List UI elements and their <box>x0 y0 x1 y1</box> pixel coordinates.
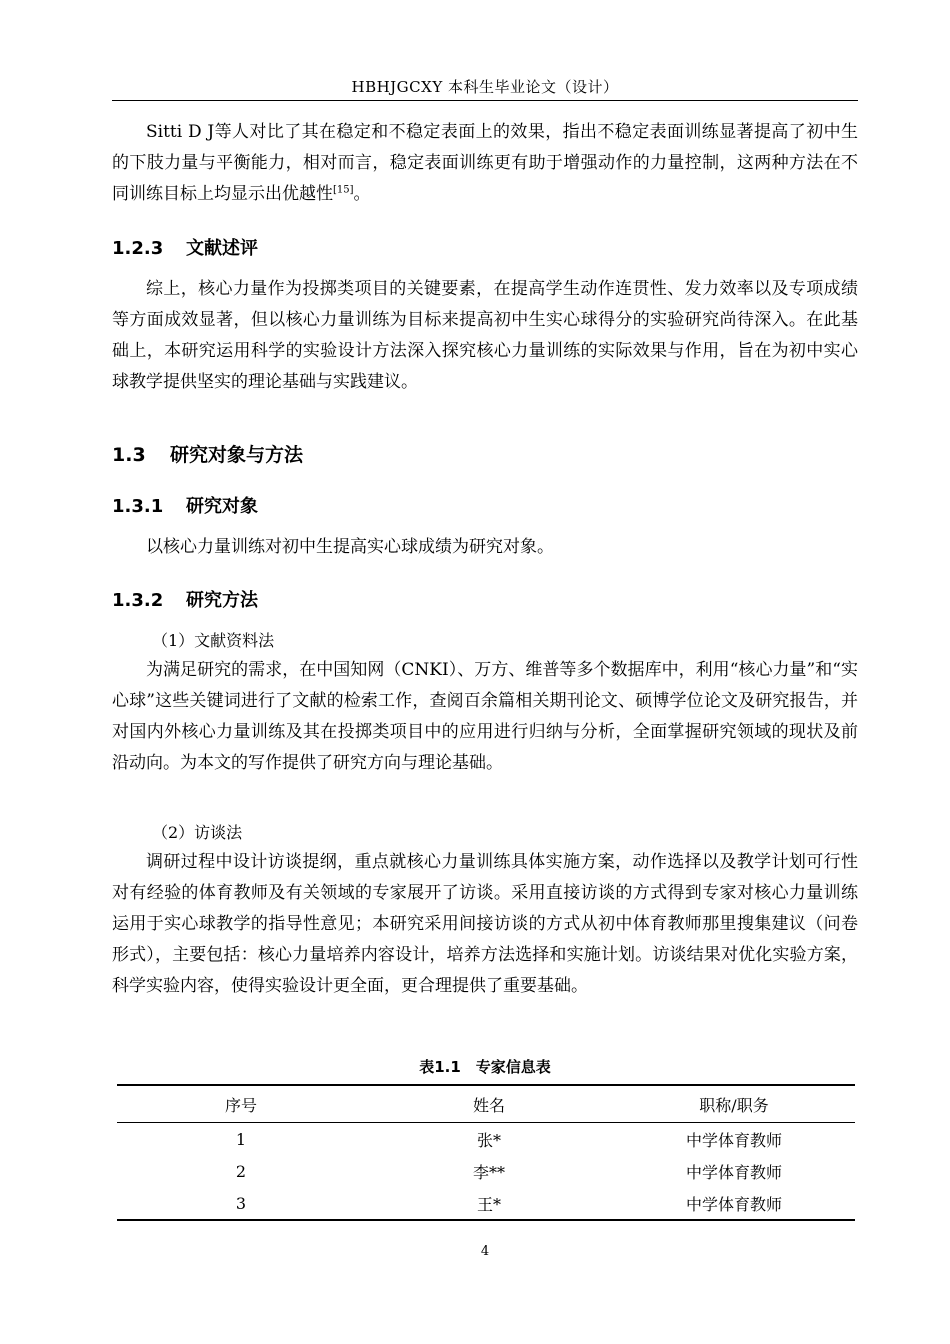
heading-1-3 <box>112 440 303 467</box>
page-header: HBHJGCXY 本科生毕业论文（设计） <box>351 78 619 96</box>
column-header-title: 职称/职务 <box>613 1085 855 1123</box>
paragraph-review: 综上，核心力量作为投掷类项目的关键要素，在提高学生动作连贯性、发力效率以及专项成绩等方面成效显著，但以核心力量训练为目标来提高初中生实心球得分的实验研究尚待深入。在此基础上，本研究运用科学的实验设计方法深入探究核心力量训练的实际效果与作用，旨在为初中实心球教学提供坚实的理论基础与实践建议。 <box>112 279 858 392</box>
heading-number: 1.3.1 <box>112 496 164 517</box>
citation-15[interactable]: [15] <box>333 184 354 196</box>
table-row <box>117 1123 855 1156</box>
method-item-interview: （2）访谈法 <box>152 823 243 842</box>
paragraph-sitti-text: Sitti D J等人对比了其在稳定和不稳定表面上的效果，指出不稳定表面训练显著提高了初中生的下肢力量与平衡能力，相对而言，稳定表面训练更有助于增强动作的力量控制，这两种方法在不同训练目标上均显示出优越性 <box>112 122 858 204</box>
paragraph-interview-method: 调研过程中设计访谈提纲，重点就核心力量训练具体实施方案，动作选择以及教学计划可行性对有经验的体育教师及有关领域的专家展开了访谈。采用直接访谈的方式得到专家对核心力量训练运用于实心球教学的指导性意见；本研究采用间接访谈的方式从初中体育教师那里搜集建议（问卷形式），主要包括：核心力量培养内容设计，培养方法选择和实施计划。访谈结果对优化实验方案，科学实验内容，使得实验设计更全面，更合理提供了重要基础。 <box>112 852 858 996</box>
table-row <box>117 1187 855 1220</box>
table-cell: 3 <box>117 1187 365 1220</box>
column-header-name: 姓名 <box>365 1085 613 1123</box>
table-cell: 张* <box>476 1130 501 1150</box>
paragraph-subject: 以核心力量训练对初中生提高实心球成绩为研究对象。 <box>146 537 554 557</box>
table-cell: 王* <box>365 1187 613 1220</box>
table-cell: 中学体育教师 <box>613 1187 855 1220</box>
heading-number: 1.3.2 <box>112 590 164 611</box>
table-cell: 中学体育教师 <box>685 1130 782 1150</box>
heading-number: 1.2.3 <box>112 238 164 259</box>
paragraph-literature-method: 为满足研究的需求，在中国知网（CNKI）、万方、维普等多个数据库中，利用“核心力量”和“实心球”这些关键词进行了文献的检索工作，查阅百余篇相关期刊论文、硕博学位论文及研究报告，并对国内外核心力量训练及其在投掷类项目中的应用进行归纳与分析，全面掌握研究领域的现状及前沿动向。为本文的写作提供了研究方向与理论基础。 <box>112 660 858 773</box>
heading-text: 文献述评 <box>186 238 258 259</box>
heading-1-3-1 <box>112 492 258 518</box>
header-rule <box>112 100 858 101</box>
heading-1-3-2 <box>112 586 258 612</box>
column-header-index: 序号 <box>117 1085 365 1123</box>
heading-1-2-3 <box>112 234 258 260</box>
table-cell: 中学体育教师 <box>685 1162 782 1182</box>
page-number: 4 <box>480 1244 490 1259</box>
table-cell: 李** <box>472 1162 505 1182</box>
expert-info-table <box>117 1084 855 1221</box>
heading-number: 1.3 <box>112 444 146 466</box>
heading-text: 研究对象与方法 <box>170 444 304 466</box>
table-cell: 1 <box>235 1129 247 1149</box>
method-item-literature: （1）文献资料法 <box>152 631 275 650</box>
table-caption: 表1.1 专家信息表 <box>419 1058 551 1076</box>
paragraph-sitti-end: 。 <box>353 184 371 204</box>
table-header-row <box>117 1085 855 1123</box>
paragraph-sitti <box>112 117 858 210</box>
table-row <box>117 1155 855 1187</box>
heading-text: 研究方法 <box>186 590 258 611</box>
table-cell: 2 <box>235 1161 247 1181</box>
heading-text: 研究对象 <box>186 496 258 517</box>
